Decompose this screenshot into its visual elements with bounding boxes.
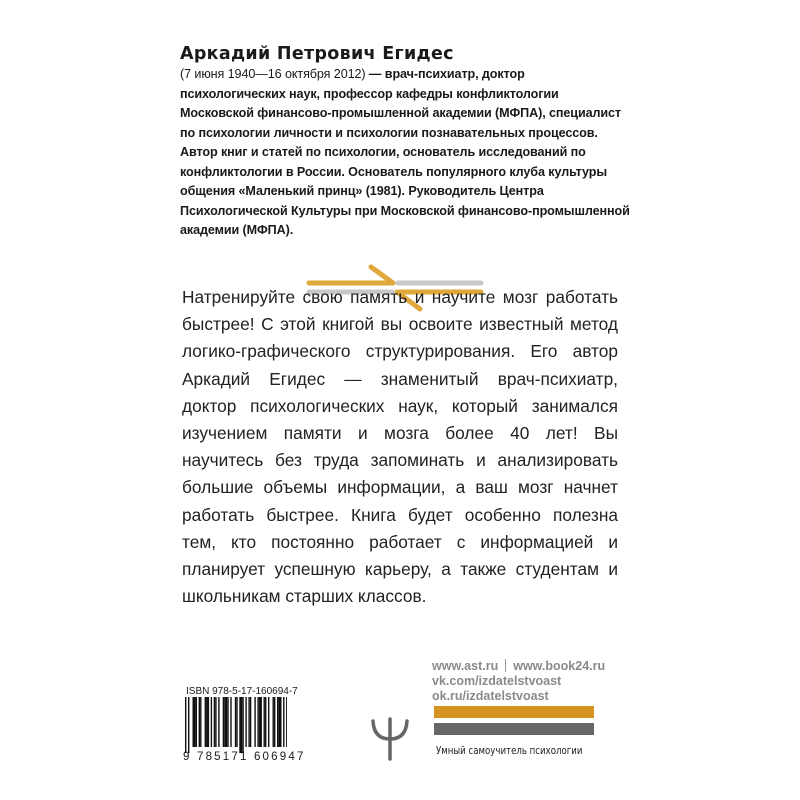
barcode-bar — [215, 697, 216, 747]
barcode-bar — [235, 697, 236, 747]
barcode-bar — [196, 697, 197, 747]
barcode-bar — [239, 697, 242, 753]
author-description: — врач-психиатр, доктор психологических наук, профессор кафедры конфликтологии Московской финансово-промышленной академии (МФПА), специалист по психологии личности и психологии познавательных процессов. Автор книг и статей по психологии, основатель исследований по конфликтологии в России. Основатель популярного клуба культуры общения «Маленький принц» (1981). Руководитель Центра Психологической Культуры при Московской финансово-промышленной академии (МФПА). — [180, 67, 630, 237]
link-vk[interactable]: vk.com/izdatelstvoast — [432, 674, 562, 688]
barcode-bar — [230, 697, 231, 747]
barcode-bar — [214, 697, 215, 747]
barcode-bar — [224, 697, 227, 747]
barcode-bar — [274, 697, 275, 747]
barcode-bar — [218, 697, 219, 747]
barcode-bar — [236, 697, 237, 747]
barcode-bar — [279, 697, 282, 747]
barcode-bar — [188, 697, 189, 753]
barcode-bar — [277, 697, 278, 747]
barcode-bar — [211, 697, 212, 747]
barcode-bar — [257, 697, 258, 747]
book-blurb: Натренируйте свою память и научите мозг работать быстрее! С этой книгой вы освоите известный метод логико-графического структурирования. Его автор Аркадий Егидес — знаменитый врач-психиатр, доктор психологических наук, который занимался изучением памяти и мозга более 40 лет! Вы научитесь без труда запоминать и анализировать большие объемы информации, а ваш мозг начнет работать быстрее. Книга будет особенно полезна тем, кто постоянно работает с информацией и планирует успешную карьеру, а также студентам и школьникам старших классов. — [182, 287, 618, 607]
barcode-bar — [185, 697, 186, 753]
barcode-bar — [273, 697, 274, 747]
barcode-bar — [286, 697, 287, 747]
barcode-bar — [283, 697, 284, 747]
barcode-bar — [245, 697, 246, 747]
series-title: Умный самоучитель психологии — [436, 745, 583, 757]
link-book24[interactable]: www.book24.ru — [513, 659, 606, 673]
psi-logo-icon — [370, 715, 410, 763]
link-ast[interactable]: www.ast.ru — [432, 659, 499, 673]
barcode-bar — [250, 697, 251, 747]
author-bio-text — [180, 65, 630, 241]
barcode-bar — [227, 697, 228, 747]
barcode-bar — [259, 697, 262, 747]
barcode-bar — [206, 697, 209, 747]
barcode-bar — [205, 697, 206, 747]
barcode-bar — [200, 697, 201, 747]
author-dates: (7 июня 1940—16 октября 2012) — [180, 67, 366, 81]
isbn: ISBN 978-5-17-160694-7 — [186, 686, 298, 697]
barcode-bar — [193, 697, 196, 747]
barcode-bar — [242, 697, 243, 753]
barcode-bar — [264, 697, 265, 747]
barcode-bar — [254, 697, 255, 747]
barcode-digits: 9 785171 606947 — [183, 751, 306, 763]
series-bar-gray — [434, 723, 594, 735]
link-ok[interactable]: ok.ru/izdatelstvoast — [432, 689, 549, 703]
barcode-bar — [268, 697, 269, 747]
series-bar-orange — [434, 706, 594, 718]
barcode-bar — [265, 697, 266, 747]
divider — [505, 659, 506, 672]
barcode — [183, 697, 287, 753]
author-name: Аркадий Петрович Егидес — [180, 44, 454, 64]
barcode-bar — [223, 697, 224, 747]
barcode-bar — [248, 697, 249, 747]
publisher-links — [432, 659, 605, 704]
author-bio — [180, 43, 630, 241]
barcode-bar — [199, 697, 200, 747]
